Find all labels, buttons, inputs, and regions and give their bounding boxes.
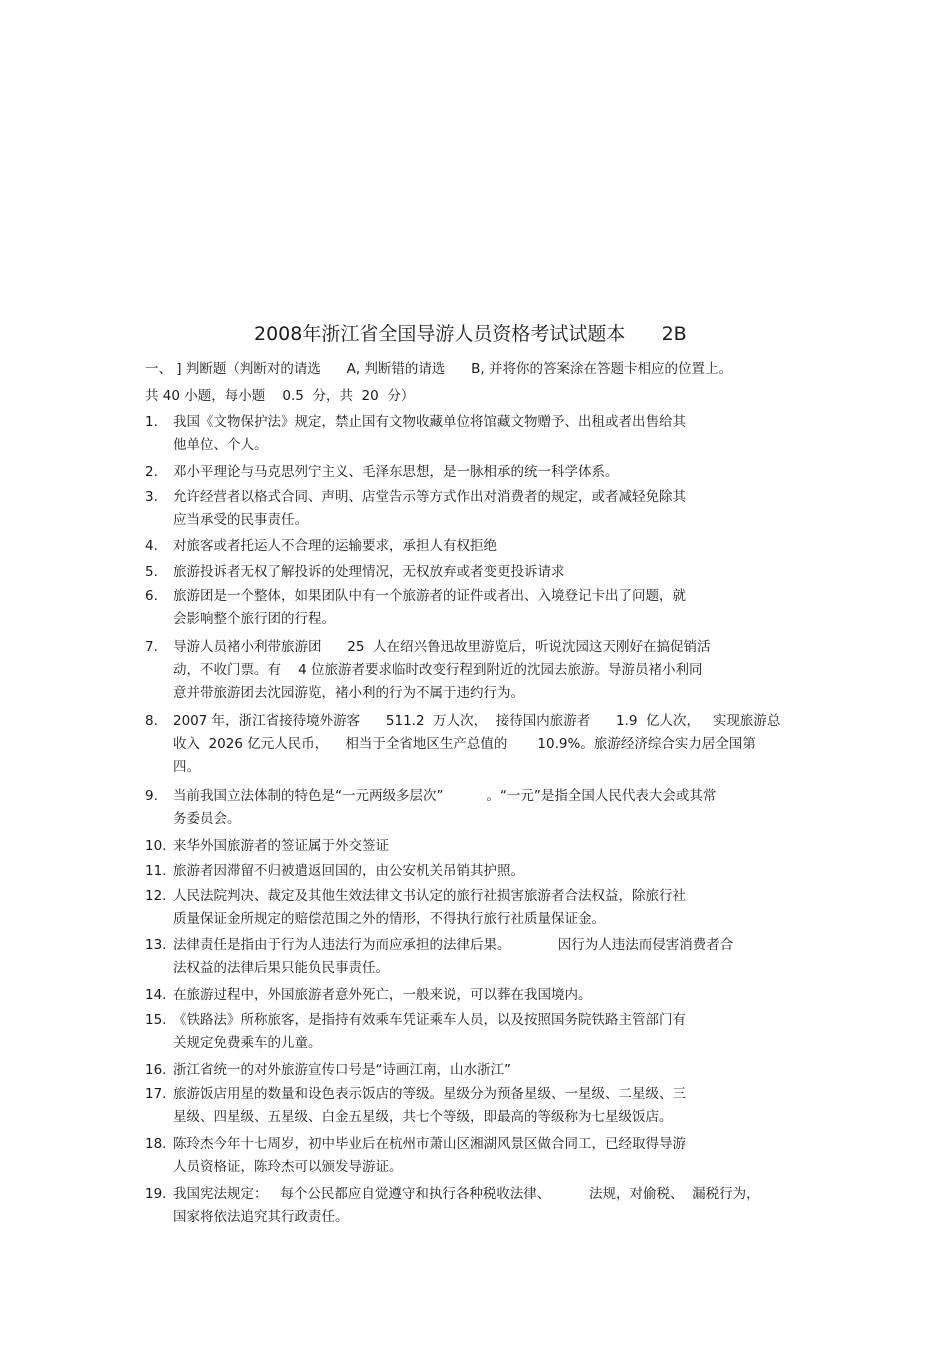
question-number: 1. (145, 414, 158, 430)
question-number: 8. (145, 713, 158, 729)
question-item (145, 461, 825, 484)
question-text: 来华外国旅游者的签证属于外交签证 (173, 838, 389, 854)
question-text: 应当承受的民事责任。 (173, 512, 308, 528)
question-item (145, 984, 825, 1007)
question-number: 2. (145, 464, 158, 480)
document-title: 2008年浙江省全国导游人员资格考试试题本 2B (254, 323, 687, 345)
question-item (145, 585, 825, 631)
question-text: 国家将依法追究其行政责任。 (173, 1209, 349, 1225)
question-text: 旅游饭店用星的数量和设色表示饭店的等级。星级分为预备星级、一星级、二星级、三 (173, 1086, 686, 1102)
question-text: 四。 (173, 759, 200, 775)
question-item (145, 1083, 825, 1129)
question-text: 邓小平理论与马克思列宁主义、毛泽东思想，是一脉相承的统一科学体系。 (173, 464, 619, 480)
question-text: 导游人员褚小利带旅游团 25 人在绍兴鲁迅故里游览后，听说沈园这天刚好在搞促销活 (173, 639, 711, 655)
question-number: 16. (145, 1062, 167, 1078)
question-text: 陈玲杰今年十七周岁，初中毕业后在杭州市萧山区湘湖风景区做合同工，已经取得导游 (173, 1136, 686, 1152)
question-item (145, 1059, 825, 1082)
question-item (145, 1009, 825, 1055)
section-instruction-line-2: 共 40 小题，每小题 0.5 分，共 20 分） (145, 388, 415, 404)
question-number: 14. (145, 987, 167, 1003)
question-number: 4. (145, 538, 158, 554)
question-number: 12. (145, 888, 167, 904)
section-instruction-line-1: 一、 ] 判断题（判断对的请选 A, 判断错的请选 B, 并将你的答案涂在答题卡相应的位置上。 (145, 361, 733, 377)
question-number: 3. (145, 489, 158, 505)
question-number: 13. (145, 937, 167, 953)
question-number: 19. (145, 1186, 167, 1202)
question-number: 18. (145, 1136, 167, 1152)
question-item (145, 1133, 825, 1179)
question-number: 9. (145, 788, 158, 804)
question-text: 对旅客或者托运人不合理的运输要求，承担人有权拒绝 (173, 538, 497, 554)
question-text: 他单位、个人。 (173, 437, 268, 453)
question-item (145, 486, 825, 532)
question-number: 5. (145, 564, 158, 580)
question-number: 11. (145, 863, 167, 879)
question-item (145, 710, 825, 779)
question-text: 人民法院判决、裁定及其他生效法律文书认定的旅行社损害旅游者合法权益，除旅行社 (173, 888, 686, 904)
question-number: 6. (145, 588, 158, 604)
question-number: 15. (145, 1012, 167, 1028)
question-text: 会影响整个旅行团的行程。 (173, 611, 335, 627)
question-text: 当前我国立法体制的特色是“一元两级多层次” 。“一元”是指全国人民代表大会或其常 (173, 788, 717, 804)
question-text: 允许经营者以格式合同、声明、店堂告示等方式作出对消费者的规定，或者减轻免除其 (173, 489, 686, 505)
question-text: 法权益的法律后果只能负民事责任。 (173, 960, 389, 976)
question-item (145, 411, 825, 457)
question-text: 《铁路法》所称旅客，是指持有效乘车凭证乘车人员，以及按照国务院铁路主管部门有 (173, 1012, 686, 1028)
question-item (145, 561, 825, 584)
question-text: 我国宪法规定： 每个公民都应自觉遵守和执行各种税收法律、 法规，对偷税、 漏税行为， (173, 1186, 760, 1202)
question-text: 收入 2026 亿元人民币， 相当于全省地区生产总值的 10.9%。旅游经济综合实力居全国第 (173, 736, 756, 752)
question-item (145, 535, 825, 558)
question-text: 质量保证金所规定的赔偿范围之外的情形，不得执行旅行社质量保证金。 (173, 911, 605, 927)
question-text: 务委员会。 (173, 811, 241, 827)
question-text: 法律责任是指由于行为人违法行为而应承担的法律后果。 因行为人违法而侵害消费者合 (173, 937, 734, 953)
question-text: 我国《文物保护法》规定，禁止国有文物收藏单位将馆藏文物赠予、出租或者出售给其 (173, 414, 686, 430)
question-item (145, 860, 825, 883)
question-text: 浙江省统一的对外旅游宣传口号是“诗画江南，山水浙江” (173, 1062, 511, 1078)
question-item (145, 636, 825, 705)
question-number: 10. (145, 838, 167, 854)
question-item (145, 934, 825, 980)
question-text: 旅游者因滞留不归被遣返回国的，由公安机关吊销其护照。 (173, 863, 524, 879)
question-text: 在旅游过程中，外国旅游者意外死亡，一般来说，可以葬在我国境内。 (173, 987, 592, 1003)
question-text: 意并带旅游团去沈园游览，褚小利的行为不属于违约行为。 (173, 685, 524, 701)
question-number: 7. (145, 639, 158, 655)
question-item (145, 835, 825, 858)
question-text: 关规定免费乘车的儿童。 (173, 1035, 322, 1051)
question-text: 星级、四星级、五星级、白金五星级，共七个等级，即最高的等级称为七星级饭店。 (173, 1109, 673, 1125)
question-number: 17. (145, 1086, 167, 1102)
question-text: 动，不收门票。有 4 位旅游者要求临时改变行程到附近的沈园去旅游。导游员褚小利同 (173, 662, 703, 678)
question-item (145, 885, 825, 931)
question-text: 旅游团是一个整体，如果团队中有一个旅游者的证件或者出、入境登记卡出了问题，就 (173, 588, 686, 604)
question-item (145, 785, 825, 831)
question-text: 2007 年，浙江省接待境外游客 511.2 万人次， 接待国内旅游者 1.9 亿人次， 实现旅游总 (173, 713, 781, 729)
question-text: 人员资格证，陈玲杰可以颁发导游证。 (173, 1159, 403, 1175)
question-item (145, 1183, 825, 1229)
question-text: 旅游投诉者无权了解投诉的处理情况，无权放弃或者变更投诉请求 (173, 564, 565, 580)
